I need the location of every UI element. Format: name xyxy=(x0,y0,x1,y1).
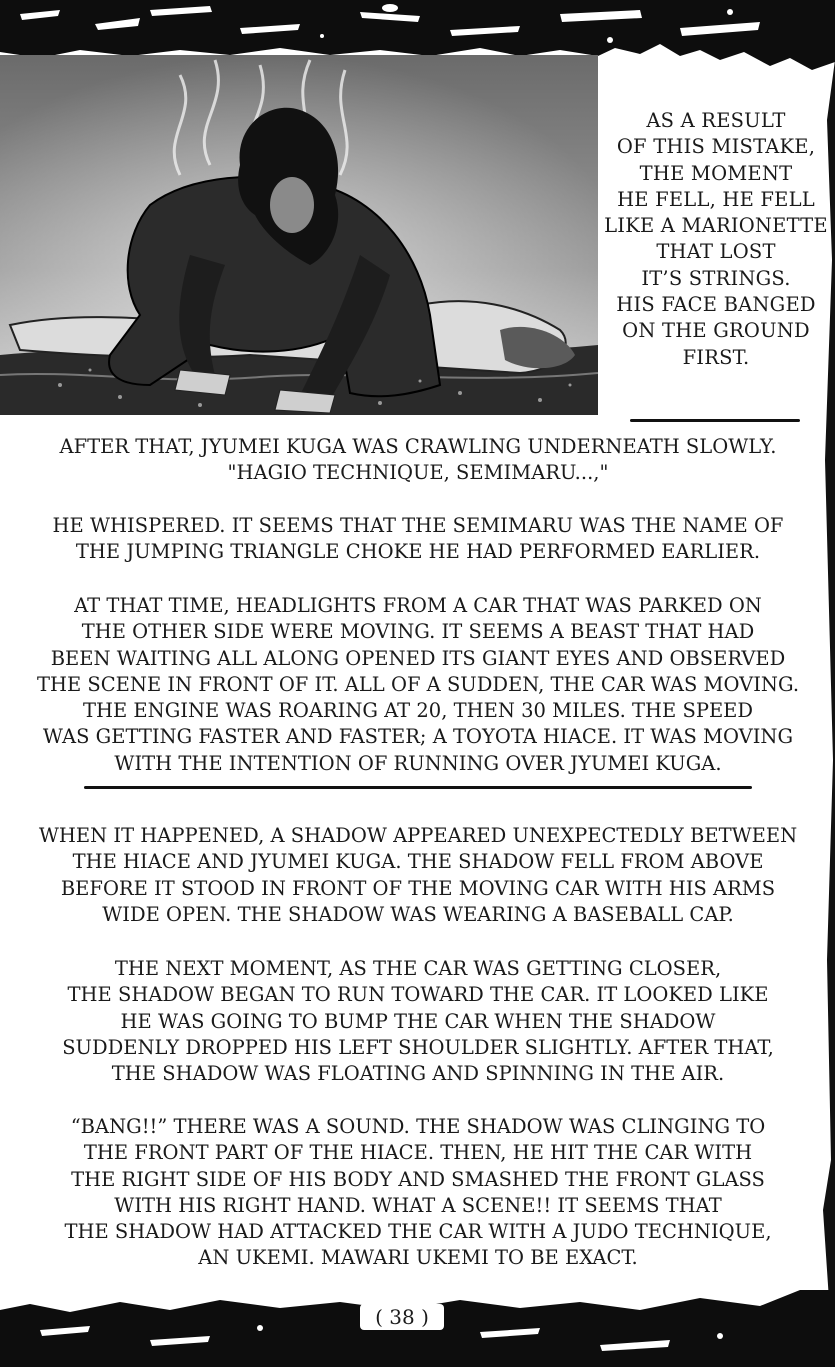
manga-panel-icon xyxy=(0,55,598,415)
section-divider xyxy=(630,419,800,422)
manga-illustration xyxy=(0,55,598,415)
side-caption-line: IT’S STRINGS. xyxy=(641,266,791,290)
side-caption xyxy=(600,108,832,371)
paragraph-line: WHEN IT HAPPENED, A SHADOW APPEARED UNEXPECTEDLY BETWEEN xyxy=(38,824,798,847)
paragraph-line: WITH THE INTENTION OF RUNNING OVER JYUMEI KUGA. xyxy=(114,751,722,775)
paragraph-line: WITH HIS RIGHT HAND. WHAT A SCENE!! IT SEEMS THAT xyxy=(114,1193,722,1217)
paragraph-line: THE NEXT MOMENT, AS THE CAR WAS GETTING CLOSER, xyxy=(114,957,722,980)
side-caption-line: FIRST. xyxy=(682,345,750,369)
side-caption-line: THE MOMENT xyxy=(639,161,793,185)
paragraph-line: THE JUMPING TRIANGLE CHOKE HE HAD PERFORMED EARLIER. xyxy=(75,540,761,564)
paragraph xyxy=(22,513,814,566)
paragraph-line: HE WAS GOING TO BUMP THE CAR WHEN THE SHADOW xyxy=(120,1009,716,1033)
paragraph-line: AN UKEMI. MAWARI UKEMI TO BE EXACT. xyxy=(198,1246,638,1270)
paragraph-line: WAS GETTING FASTER AND FASTER; A TOYOTA HIACE. IT WAS MOVING xyxy=(42,725,794,749)
side-caption-line: HE FELL, HE FELL xyxy=(617,187,815,211)
paragraph-line: HE WHISPERED. IT SEEMS THAT THE SEMIMARU WAS THE NAME OF xyxy=(52,514,784,537)
paragraph-line: BEFORE IT STOOD IN FRONT OF THE MOVING CAR WITH HIS ARMS xyxy=(60,876,776,900)
paragraph xyxy=(22,823,814,928)
paragraph-line: BEEN WAITING ALL ALONG OPENED ITS GIANT EYES AND OBSERVED xyxy=(50,646,786,670)
paragraph-line: THE SHADOW HAD ATTACKED THE CAR WITH A JUDO TECHNIQUE, xyxy=(64,1220,772,1244)
page-number: ( 38 ) xyxy=(360,1304,444,1330)
paragraph-line: THE SHADOW WAS FLOATING AND SPINNING IN THE AIR. xyxy=(111,1062,725,1086)
paragraph-line: SUDDENLY DROPPED HIS LEFT SHOULDER SLIGHTLY. AFTER THAT, xyxy=(62,1035,774,1059)
side-caption-line: LIKE A MARIONETTE xyxy=(604,214,828,238)
paragraph-line: THE SCENE IN FRONT OF IT. ALL OF A SUDDEN, THE CAR WAS MOVING. xyxy=(36,672,800,696)
paragraph-line: THE FRONT PART OF THE HIACE. THEN, HE HIT THE CAR WITH xyxy=(83,1141,753,1165)
paragraph xyxy=(22,593,814,777)
side-caption-line: THAT LOST xyxy=(656,240,776,264)
paragraph xyxy=(22,1114,814,1272)
section-divider xyxy=(84,786,752,789)
side-caption-line: AS A RESULT xyxy=(646,109,786,132)
paragraph-line: "HAGIO TECHNIQUE, SEMIMARU...," xyxy=(227,461,609,485)
paragraph-line: THE RIGHT SIDE OF HIS BODY AND SMASHED THE FRONT GLASS xyxy=(71,1167,765,1191)
paragraph-line: THE SHADOW BEGAN TO RUN TOWARD THE CAR. IT LOOKED LIKE xyxy=(67,983,769,1007)
side-caption-line: OF THIS MISTAKE, xyxy=(616,135,816,159)
paragraph-line: THE HIACE AND JYUMEI KUGA. THE SHADOW FELL FROM ABOVE xyxy=(72,850,764,874)
side-caption-line: ON THE GROUND xyxy=(622,319,810,343)
paragraph-line: “BANG!!” THERE WAS A SOUND. THE SHADOW WAS CLINGING TO xyxy=(70,1115,766,1138)
paragraph-line: WIDE OPEN. THE SHADOW WAS WEARING A BASEBALL CAP. xyxy=(102,902,734,926)
paragraph-line: AT THAT TIME, HEADLIGHTS FROM A CAR THAT WAS PARKED ON xyxy=(74,594,762,617)
side-caption-line: HIS FACE BANGED xyxy=(616,293,816,317)
paragraph-line: THE ENGINE WAS ROARING AT 20, THEN 30 MILES. THE SPEED xyxy=(82,699,754,723)
paragraph xyxy=(22,956,814,1087)
paragraph xyxy=(22,434,814,487)
paragraph-line: AFTER THAT, JYUMEI KUGA WAS CRAWLING UNDERNEATH SLOWLY. xyxy=(59,435,777,458)
paragraph-line: THE OTHER SIDE WERE MOVING. IT SEEMS A BEAST THAT HAD xyxy=(81,620,755,644)
